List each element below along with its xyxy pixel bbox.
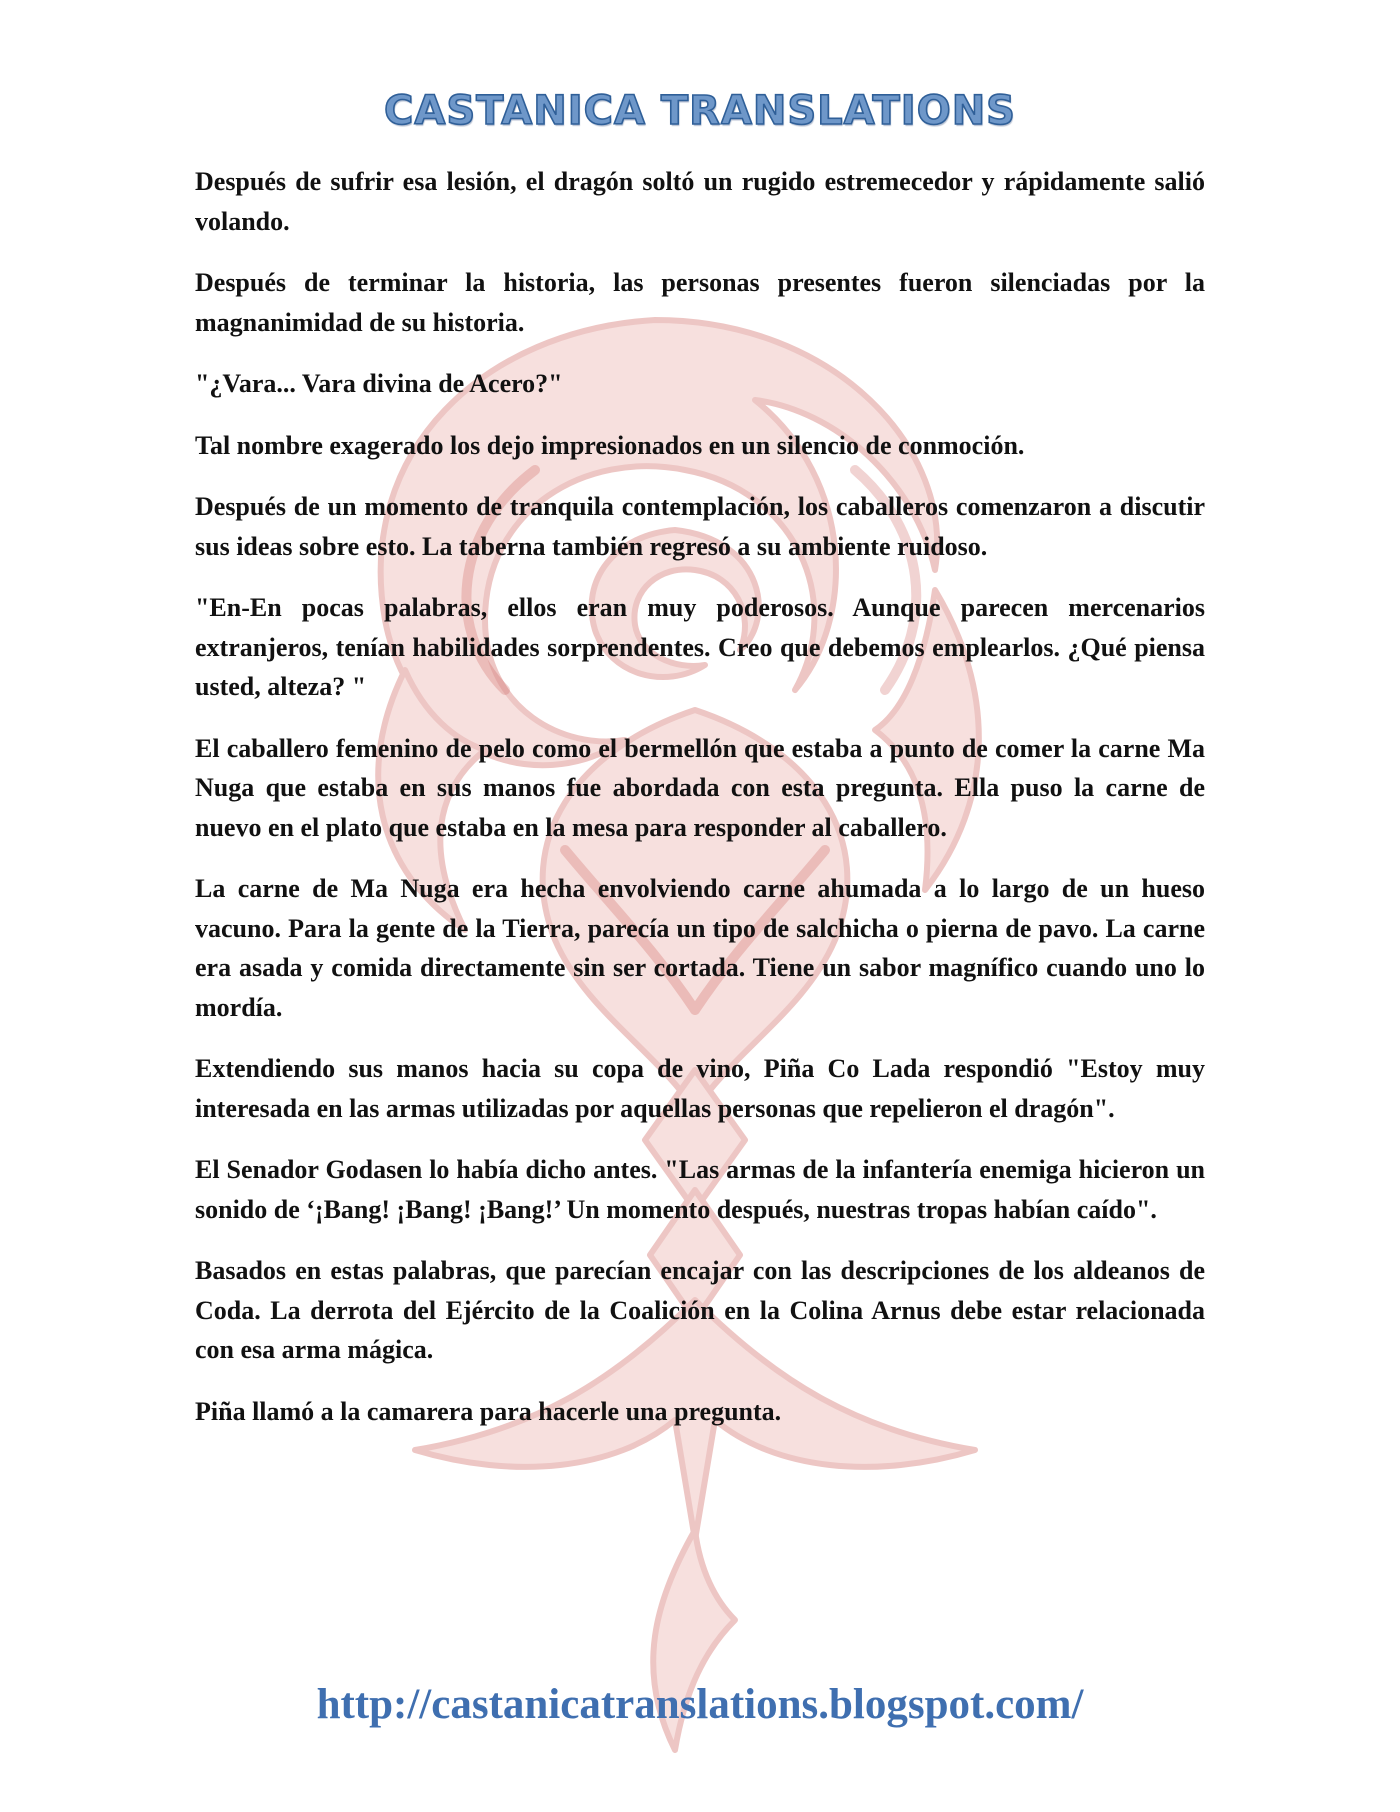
paragraph: Después de sufrir esa lesión, el dragón soltó un rugido estremecedor y rápidamente salió volando. — [195, 167, 1205, 236]
paragraph: "En-En pocas palabras, ellos eran muy poderosos. Aunque parecen mercenarios extranjeros, tenían habilidades sorprendentes. Creo que debemos emplearlos. ¿Qué piensa usted, alteza? " — [195, 593, 1205, 701]
paragraph: El Senador Godasen lo había dicho antes. "Las armas de la infantería enemiga hicieron un sonido de ‘¡Bang! ¡Bang! ¡Bang!’ Un momento después, nuestras tropas habían caído". — [195, 1155, 1205, 1224]
paragraph: Después de terminar la historia, las personas presentes fueron silenciadas por la magnanimidad de su historia. — [195, 268, 1205, 337]
paragraph: La carne de Ma Nuga era hecha envolviendo carne ahumada a lo largo de un hueso vacuno. Para la gente de la Tierra, parecía un tipo de salchicha o pierna de pavo. La carne era asada y comida directamente sin ser cortada. Tiene un sabor magnífico cuando uno lo mordía. — [195, 874, 1205, 1022]
paragraph: Piña llamó a la camarera para hacerle una pregunta. — [195, 1396, 782, 1426]
document-body — [195, 162, 1205, 1453]
paragraph: El caballero femenino de pelo como el bermellón que estaba a punto de comer la carne Ma Nuga que estaba en sus manos fue abordada con esta pregunta. Ella puso la carne de nuevo en el plato que estaba en la mesa para responder al caballero. — [195, 733, 1205, 842]
page-title: CASTANICA TRANSLATIONS — [384, 88, 1016, 134]
paragraph: Después de un momento de tranquila contemplación, los caballeros comenzaron a discutir sus ideas sobre esto. La taberna también regresó a su ambiente ruidoso. — [195, 492, 1205, 561]
footer-url-link[interactable]: http://castanicatranslations.blogspot.com/ — [316, 1681, 1084, 1728]
paragraph: Basados en estas palabras, que parecían encajar con las descripciones de los aldeanos de Coda. La derrota del Ejército de la Coalición en la Colina Arnus debe estar relacionada con esa arma mágica. — [195, 1256, 1205, 1364]
paragraph: Extendiendo sus manos hacia su copa de vino, Piña Co Lada respondió "Estoy muy interesada en las armas utilizadas por aquellas personas que repelieron el dragón". — [195, 1054, 1205, 1123]
paragraph: "¿Vara... Vara divina de Acero?" — [195, 369, 563, 398]
paragraph: Tal nombre exagerado los dejo impresionados en un silencio de conmoción. — [195, 430, 1025, 460]
